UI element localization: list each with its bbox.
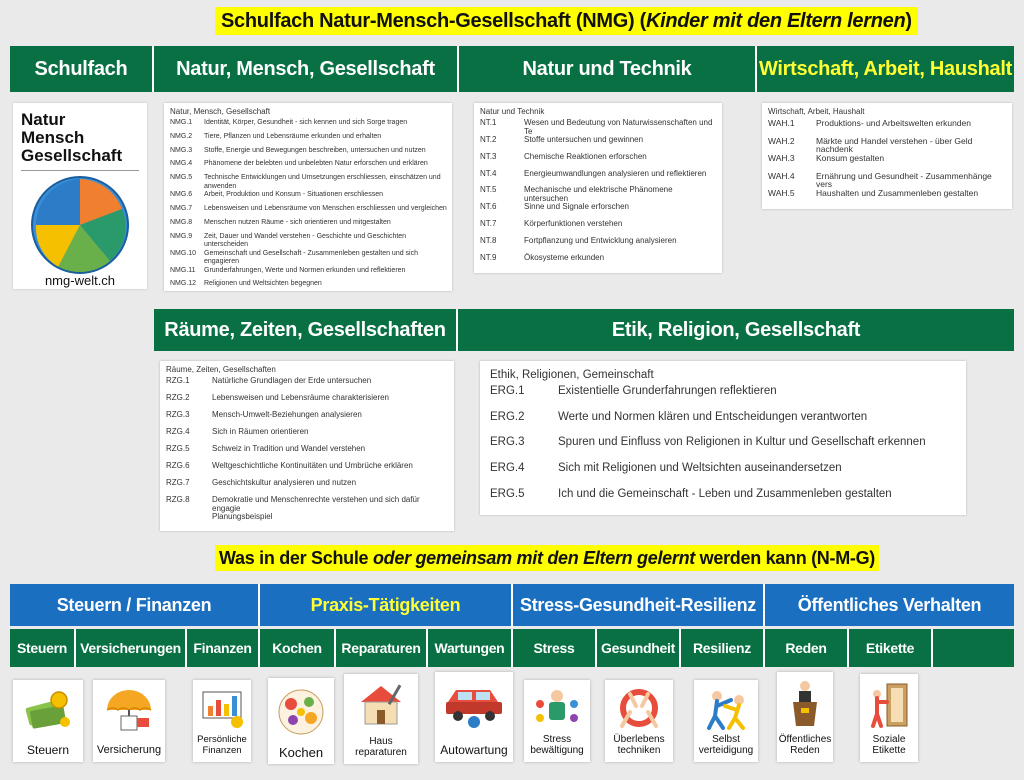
item-text: Mechanische und elektrische Phänomene untersuchen [524,185,673,203]
list-item [480,186,722,203]
item-code: NT.7 [480,219,497,229]
header-natur-technik: Natur und Technik [459,46,757,92]
nt-list-panel: Natur und Technik NT.1 Wesen und Bedeutung von Naturwissenschaften und Te NT.2 Stoffe untersuchen und gewinnen NT.3 Chemische Reaktionen erforschen NT.4 Energieumwandlungen analysieren und reflektieren NT.5 Mechanische und elektrische Phänomene untersuchen NT.6 Sinne und Signale erforschen NT.7 Körperfunktionen verstehen NT.8 Fortpflanzung und Entwicklung analysieren NT.9 Ökosysteme erkunden [474,103,722,273]
item-code: WAH.3 [768,153,795,163]
item-code: NT.3 [480,151,497,161]
subcat-empty [933,629,1014,667]
tile-steuern: Steuern [13,680,83,762]
item-text: Tiere, Pflanzen und Lebensräume erkunden und erhalten [204,132,382,140]
self-defense-icon [701,686,751,732]
subcat-stress: Stress [513,629,597,667]
item-text: Zeit, Dauer und Wandel verstehen - Geschichte und Geschichten unterscheiden [204,232,407,249]
tile-persoenliche-finanzen: Persönliche Finanzen [193,680,251,762]
umbrella-icon [103,686,155,736]
item-code: NMG.12 [170,280,197,288]
list-item [170,267,452,281]
category-praxis: Praxis-Tätigkeiten [260,584,513,626]
item-code: ERG.5 [490,487,525,500]
item-code: NMG.7 [170,204,193,212]
item-code: WAH.5 [768,188,795,198]
list-item [166,411,454,428]
cooking-icon [273,684,329,740]
tile-stressbewaeltigung: Stress bewältigung [524,680,590,762]
list-item [490,464,966,490]
list-item [480,237,722,254]
header-erg: Etik, Religion, Gesellschaft [458,309,1014,351]
item-text: Körperfunktionen verstehen [524,219,623,229]
item-text: Ich und die Gemeinschaft - Leben und Zusammenleben gestalten [558,487,892,500]
section-title-practice: Was in der Schule oder gemeinsam mit den Eltern gelernt werden kann (N-M-G) [215,545,879,571]
item-text: Haushalten und Zusammenleben gestalten [816,188,979,198]
subcat-etikette: Etikette [849,629,933,667]
money-icon [23,686,73,736]
list-item [768,189,1012,207]
list-item [166,428,454,445]
subcat-kochen: Kochen [260,629,336,667]
item-text: Stoffe, Energie und Bewegungen beschreiben, untersuchen und nutzen [204,146,426,154]
subcat-finanzen: Finanzen [187,629,260,667]
list-item [166,462,454,479]
item-code: NT.6 [480,202,497,212]
item-text: Fortpflanzung und Entwicklung analysieren [524,235,677,245]
list-item [170,119,452,133]
item-code: NMG.5 [170,174,193,182]
item-code: RZG.8 [166,495,190,504]
item-code: WAH.1 [768,118,795,128]
list-item [166,445,454,462]
tile-soziale-etikette: Soziale Etikette [860,674,918,762]
item-text: Geschichtskultur analysieren und nutzen [212,478,357,487]
tile-kochen: Kochen [268,678,334,764]
tile-selbstverteidigung: Selbst verteidigung [694,680,758,762]
list-item [170,133,452,147]
list-item [480,220,722,237]
header-schulfach: Schulfach [10,46,154,92]
item-text: Spuren und Einfluss von Religionen in Kultur und Gesellschaft erkennen [558,436,926,449]
list-item [768,119,1012,137]
tile-versicherung: Versicherung [93,680,165,762]
item-text: Wesen und Bedeutung von Naturwissenschaften und Te [524,118,713,136]
item-code: NT.5 [480,185,497,195]
list-item [768,172,1012,190]
item-code: NMG.8 [170,218,193,226]
list-item [480,153,722,170]
item-text: Existentielle Grunderfahrungen reflektieren [558,385,777,397]
item-text: Chemische Reaktionen erforschen [524,151,647,161]
item-text: Identität, Körper, Gesundheit - sich kennen und sich Sorge tragen [204,119,408,126]
item-code: NT.1 [480,118,497,127]
page-title: Schulfach Natur-Mensch-Gesellschaft (NMG) (Kinder mit den Eltern lernen) [215,7,918,35]
list-item [480,170,722,187]
item-text: Weltgeschichtliche Kontinuitäten und Umbrüche erklären [212,461,413,470]
list-item [170,205,452,219]
subcat-reden: Reden [765,629,849,667]
item-text: Phänomene der belebten und unbelebten Natur erforschen und erklären [204,160,428,168]
item-text: Arbeit, Produktion und Konsum - Situationen erschliessen [204,191,383,199]
item-text: Gemeinschaft und Gesellschaft - Zusammenleben gestalten und sich engagieren [204,249,419,266]
list-item [166,377,454,394]
header-rzg: Räume, Zeiten, Gesellschaften [154,309,458,351]
list-item [480,136,722,153]
item-code: ERG.1 [490,385,525,397]
item-text: Grunderfahrungen, Werte und Normen erkunden und reflektieren [204,266,406,274]
item-code: NMG.11 [170,266,196,274]
header-nmg: Natur, Mensch, Gesellschaft [154,46,459,92]
item-code: NT.4 [480,168,497,178]
item-code: ERG.4 [490,462,525,475]
car-repair-icon [442,678,506,730]
item-code: NMG.1 [170,119,193,126]
item-code: RZG.2 [166,393,190,402]
tile-autowartung: Autowartung [435,672,513,762]
item-code: RZG.7 [166,478,190,487]
list-item [490,410,966,439]
item-text: Produktions- und Arbeitswelten erkunden [816,118,971,128]
item-code: WAH.2 [768,135,795,146]
list-item [480,254,722,271]
list-item [480,119,722,136]
list-item [166,394,454,411]
item-code: NMG.9 [170,232,193,240]
list-item [170,250,452,267]
list-item [166,513,454,530]
item-code: NMG.3 [170,146,193,154]
item-text: Konsum gestalten [816,153,885,163]
tile-oeffentliches-reden: Öffentliches Reden [777,672,833,762]
item-code: RZG.6 [166,461,190,470]
list-item [490,438,966,464]
item-text: Märkte und Handel verstehen - über Geld nachdenk [816,135,973,154]
item-text: Technische Entwicklungen und Umsetzungen erschliessen, einschätzen und anwenden [204,174,441,190]
list-item [768,154,1012,172]
erg-list-panel: Ethik, Religionen, Gemeinschaft ERG.1 Existentielle Grunderfahrungen reflektieren ERG.2 Werte und Normen klären und Entscheidungen verantworten ERG.3 Spuren und Einfluss von Religionen in Kultur und Gesellschaft erkennen ERG.4 Sich mit Religionen und Weltsichten auseinandersetzen ERG.5 Ich und die Gemeinschaft - Leben und Zusammenleben gestalten [480,361,966,515]
item-code: NT.9 [480,252,497,262]
item-text: Werte und Normen klären und Entscheidungen verantworten [558,410,868,423]
list-item [170,219,452,233]
house-repair-icon [355,680,407,728]
category-oeffentlich: Öffentliches Verhalten [765,584,1014,626]
list-item [166,479,454,496]
subcat-gesundheit: Gesundheit [597,629,681,667]
subcat-steuern: Steuern [10,629,76,667]
item-text: Sinne und Signale erforschen [524,202,629,212]
item-text: Natürliche Grundlagen der Erde untersuchen [212,376,372,385]
finance-chart-icon [199,686,245,730]
list-item [166,496,454,513]
category-steuern-finanzen: Steuern / Finanzen [10,584,260,626]
list-item [170,280,452,294]
item-code: NMG.10 [170,249,197,257]
category-stress: Stress-Gesundheit-Resilienz [513,584,765,626]
item-code: RZG.5 [166,444,190,453]
podium-icon [785,678,825,728]
item-code: NMG.4 [170,160,193,168]
list-item [170,233,452,250]
item-text: Demokratie und Menschenrechte verstehen und sich dafür engagie [212,495,420,513]
item-code: WAH.4 [768,170,795,181]
subcat-resilienz: Resilienz [681,629,765,667]
nmg-list-panel: Natur, Mensch, Gesellschaft NMG.1 Identität, Körper, Gesundheit - sich kennen und sich Sorge tragen NMG.2 Tiere, Pflanzen und Lebensräume erkunden und erhalten NMG.3 Stoffe, Energie und Bewegungen beschreiben, untersuchen und nutzen NMG.4 Phänomene der belebten und unbelebten Natur erforschen und erklären NMG.5 Technische Entwicklungen und Umsetzungen erschliessen, einschätzen und anwenden NMG.6 Arbeit, Produktion und Konsum - Situationen erschliessen NMG.7 Lebensweisen und Lebensräume von Menschen erschliessen und vergleichen NMG.8 Menschen nutzen Räume - sich orientieren und mitgestalten NMG.9 Zeit, Dauer und Wandel verstehen - Geschichte und Geschichten unterscheiden NMG.10 Gemeinschaft und Gesellschaft - Zusammenleben gestalten und sich engagieren NMG.11 Grunderfahrungen, Werte und Normen erkunden und reflektieren NMG.12 Religionen und Weltsichten begegnen [164,103,452,291]
item-text: Sich in Räumen orientieren [212,427,309,436]
list-item [170,160,452,174]
item-text: Schweiz in Tradition und Wandel verstehen [212,444,366,453]
item-text: Lebensweisen und Lebensräume von Menschen erschliessen und vergleichen [204,204,447,212]
item-code: ERG.3 [490,436,525,449]
item-code: RZG.1 [166,376,190,385]
item-text: Planungsbeispiel [212,512,273,521]
tile-hausreparaturen: Haus reparaturen [344,674,418,764]
item-code: NMG.2 [170,132,193,140]
item-text: Energieumwandlungen analysieren und reflektieren [524,168,707,178]
item-text: Menschen nutzen Räume - sich orientieren und mitgestalten [204,218,391,226]
list-item [480,203,722,220]
item-code: NT.2 [480,135,497,144]
tile-ueberlebenstechniken: Überlebens techniken [605,680,673,762]
subcat-versicherungen: Versicherungen [76,629,187,667]
list-item [490,387,966,413]
survival-icon [614,686,664,732]
item-text: Lebensweisen und Lebensräume charakterisieren [212,393,389,402]
subcat-wartungen: Wartungen [428,629,513,667]
item-code: ERG.2 [490,410,525,423]
list-item [170,174,452,191]
item-text: Mensch-Umwelt-Beziehungen analysieren [212,410,362,419]
subcat-reparaturen: Reparaturen [336,629,428,667]
item-text: Religionen und Weltsichten begegnen [204,280,322,288]
item-text: Sich mit Religionen und Weltsichten auseinandersetzen [558,462,842,475]
item-text: Stoffe untersuchen und gewinnen [524,135,644,144]
item-code: RZG.3 [166,410,190,419]
door-etiquette-icon [867,680,911,730]
item-code: NMG.6 [170,191,193,199]
globe-icon [30,175,130,275]
list-item [768,137,1012,155]
header-wah: Wirtschaft, Arbeit, Haushalt [757,46,1014,92]
list-item [170,147,452,161]
wah-list-panel: Wirtschaft, Arbeit, Haushalt WAH.1 Produktions- und Arbeitswelten erkunden WAH.2 Märkte und Handel verstehen - über Geld nachdenk WAH.3 Konsum gestalten WAH.4 Ernährung und Gesundheit - Zusammenhänge vers WAH.5 Haushalten und Zusammenleben gestalten [762,103,1012,209]
list-item [490,487,966,516]
item-code: NT.8 [480,235,497,245]
item-text: Ernährung und Gesundheit - Zusammenhänge vers [816,170,992,189]
item-text: Ökosysteme erkunden [524,252,605,262]
list-item [170,191,452,205]
rzg-list-panel: Räume, Zeiten, Gesellschaften RZG.1 Natürliche Grundlagen der Erde untersuchen RZG.2 Lebensweisen und Lebensräume charakterisieren RZG.3 Mensch-Umwelt-Beziehungen analysieren RZG.4 Sich in Räumen orientieren RZG.5 Schweiz in Tradition und Wandel verstehen RZG.6 Weltgeschichtliche Kontinuitäten und Umbrüche erklären RZG.7 Geschichtskultur analysieren und nutzen RZG.8 Demokratie und Menschenrechte verstehen und sich dafür engagie Planungsbeispiel [160,361,454,531]
nmg-logo: Natur Mensch Gesellschaft nmg-welt.ch [13,103,147,289]
stress-icon [532,686,582,732]
item-code: RZG.4 [166,427,190,436]
